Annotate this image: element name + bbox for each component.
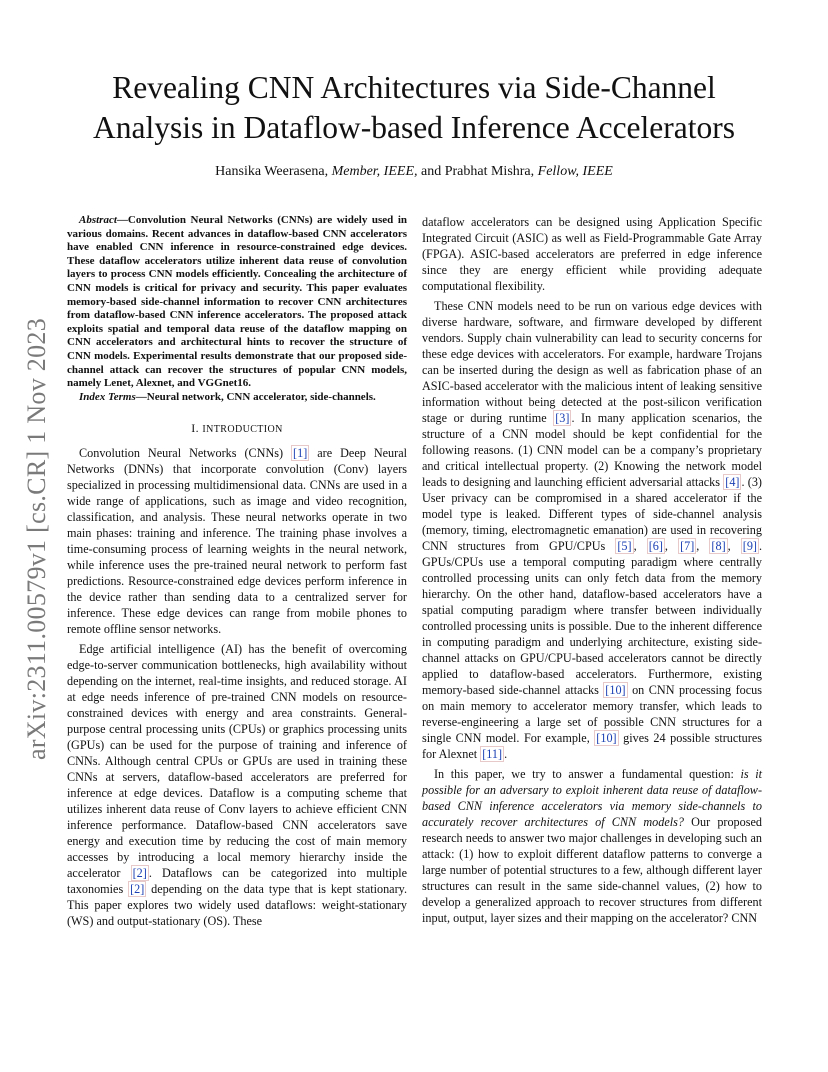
- text-run: gives 24 possible structures for Alexnet: [422, 731, 762, 761]
- citation-link[interactable]: [4]: [725, 475, 740, 489]
- author-role-2: Fellow, IEEE: [537, 164, 613, 179]
- section-heading-introduction: [67, 420, 407, 438]
- text-run: depending on the data type that is kept stationary. This paper explores two widely used dataflows: weight-stationary (WS) and output-stationary (OS). These: [67, 882, 407, 929]
- title-line-2: Analysis in Dataflow-based Inference Accelerators: [93, 110, 735, 145]
- author-line: [60, 163, 768, 181]
- citation-link[interactable]: [2]: [132, 866, 147, 881]
- text-run: Edge artificial intelligence (AI) has the benefit of overcoming edge-to-server communication bottlenecks, high availability without depending on the internet, real-time insights, and reduced storage. AI at edge needs inference of pre-trained CNN models on resource-constrained devices with energy and area constraints. General-purpose central processing units (CPUs) or graphics processing units (GPUs) can be used for the purpose of training and inference of CNNs. Although central CPUs or GPUs are used in training these CNNs at servers, dataflow-based accelerators are preferred for inference at edge devices. Dataflow is a computing scheme that utilizes inherent data reuse of Conv layers to achieve efficient CNN inference performance. Dataflow-based CNN accelerators save energy and execution time by reducing the cost of main memory accesses by introducing a local memory hierarchy inside the accelerator: [67, 642, 407, 881]
- author-role-1: Member, IEEE,: [331, 164, 418, 179]
- text-run: . (3) User privacy can be compromised in a shared accelerator if the model type is leaked. Different types of side-channel analysis (memory, timing, electromagnetic emanation) are used in recovering CNN structures from GPU/CPUs: [422, 475, 762, 553]
- index-terms-text: —Neural network, CNN accelerator, side-channels.: [135, 390, 376, 403]
- intro-paragraph-3: These CNN models need to be run on various edge devices with diverse hardware, software, and firmware developed by different vendors. Supply chain vulnerability can lead to security concerns for these edge devices with accelerators. For example, hardware Trojans can be inserted during the design as well as fabrication phase of an ASIC-based accelerator with the malicious intent of leaking sensitive information without being detected at the post-silicon verification stage or during runtime [3] . In many application scenarios, the structure of a CNN model should be kept confidential for the following reasons. (1) CNN model can be a company’s proprietary and critical intellectual property. (2) Knowing the network model leads to designing and launching efficient adversarial attacks [4] . (3) User privacy can be compromised in a shared accelerator if the model type is leaked. Different types of side-channel analysis (memory, timing, electromagnetic emanation) are used in recovering CNN structures from GPU/CPUs [5] , [6] , [7] , [8] , [9] . GPUs/CPUs use a temporal computing paradigm where centrally controlled processing units can only fetch data from the memory hierarchy. On the other hand, dataflow-based accelerators have a spatial computing paradigm where transfer between individually controlled processing units is possible. Due to the inherent difference in computing paradigm and underlying architecture, existing side-channel attacks on GPU/CPU-based accelerators cannot be directly applied to dataflow-based accelerators. Furthermore, existing memory-based side-channel attacks [10] on CNN processing focus on main memory to accelerator memory transfer, which leads to reverse-engineering a large set of possible CNN structures for a single CNN model. For example, [10] gives 24 possible structures for Alexnet [11] .: [422, 299, 763, 761]
- citation-link[interactable]: [2]: [130, 882, 145, 897]
- text-run: Convolution Neural Networks (CNNs): [79, 446, 292, 461]
- index-terms-label: Index Terms: [79, 390, 136, 403]
- intro-paragraph-1: [67, 445, 407, 637]
- left-column: [67, 214, 407, 933]
- right-column: [422, 214, 762, 930]
- paper-title: [60, 68, 768, 148]
- citation-link[interactable]: [5]: [617, 539, 632, 553]
- abstract-text: —Convolution Neural Networks (CNNs) are widely used in various domains. Recent advances in dataflow-based CNN accelerators have enabled CNN inference in resource-constrained edge devices. These dataflow accelerators utilize inherent data reuse of convolution layers to process CNN models efficiently. Concealing the architecture of CNN models is critical for privacy and security. This paper evaluates memory-based side-channel information to recover CNN architectures from dataflow-based CNN inference accelerators. The proposed attack exploits spatial and temporal data reuse of the dataflow mapping on CNN accelerators and architectural hints to recover the structure of CNN models. Experimental results demonstrate that our proposed side-channel attack can recover the structures of popular CNN models, namely Lenet, Alexnet, and VGGnet16.: [67, 214, 407, 390]
- text-run: are Deep Neural Networks (DNNs) that incorporate convolution (Conv) layers specialized in processing multidimensional data. CNNs are used in a wide range of applications, such as image and video recognition, classification, and analysis. These neural networks operate in two main phases: training and inference. The training phase involves a time-consuming process of learning weights in the neural network, while inference uses the pre-trained neural network to perform fast predictions. Resource-constrained edge devices perform inference in the device rather than sending data to a centralized server for inference. These edge devices can range from mobile phones to remote offline sensor networks.: [67, 446, 407, 637]
- author-name-2: and Prabhat Mishra,: [417, 164, 538, 179]
- section-title: INTRODUCTION: [202, 424, 283, 436]
- intro-paragraph-2: [67, 641, 407, 929]
- index-terms: [67, 391, 407, 405]
- author-name-1: Hansika Weerasena,: [215, 164, 332, 179]
- citation-link[interactable]: [8]: [711, 539, 726, 553]
- text-run: These CNN models need to be run on various edge devices with diverse hardware, software, and firmware developed by different vendors. Supply chain vulnerability can lead to security concerns for these edge devices with accelerators. For example, hardware Trojans can be inserted during the design as well as fabrication phase of an ASIC-based accelerator with the malicious intent of leaking sensitive information without being detected at the post-silicon verification stage or during runtime: [422, 299, 762, 425]
- text-run: . In many application scenarios, the structure of a CNN model should be kept confidential for the following reasons. (1) CNN model can be a company’s proprietary and critical intellectual property. (2) Knowing the network model leads to designing and launching efficient adversarial attacks: [422, 411, 762, 489]
- text-run: . Dataflows can be categorized into multiple taxonomies: [67, 866, 407, 897]
- title-line-1: Revealing CNN Architectures via Side-Channel: [112, 70, 716, 105]
- citation-link[interactable]: [11]: [482, 747, 503, 761]
- citation-link[interactable]: [3]: [555, 411, 570, 425]
- citation-link[interactable]: [9]: [742, 539, 757, 553]
- research-question: is it possible for an adversary to exploit inherent data reuse of dataflow-based CNN inference accelerators via memory side-channels to accurately recover architectures of CNN models?: [422, 767, 763, 829]
- text-run: In this paper, we try to answer a fundamental question:: [434, 767, 741, 781]
- abstract-label: Abstract: [79, 214, 117, 226]
- intro-paragraph-4: [422, 766, 762, 926]
- citation-link[interactable]: [1]: [293, 446, 308, 461]
- intro-paragraph-2-continued: dataflow accelerators can be designed using Application Specific Integrated Circuit (ASIC) as well as Field-Programmable Gate Array (FPGA). ASIC-based accelerators are preferred in edge inference since they are energy efficient while providing adequate computational flexibility.: [422, 215, 762, 293]
- citation-link[interactable]: [6]: [648, 539, 663, 553]
- arxiv-identifier: arXiv:2311.00579v1 [cs.CR] 1 Nov 2023: [22, 318, 51, 760]
- abstract: [67, 214, 407, 391]
- text-run: Our proposed research needs to answer two major challenges in developing such an attack: (1) how to exploit different dataflow patterns to converge a large number of potential structures to a few, although different layer structures can result in the same side-channel values, (2) how to develop a generalized approach to recover structures from different input, output, layer sizes and their mapping on the accelerator? CNN: [422, 815, 762, 925]
- section-numeral: I.: [191, 421, 203, 436]
- citation-link[interactable]: [7]: [680, 539, 695, 553]
- text-run: on CNN processing focus on main memory to accelerator memory transfer, which leads to reverse-engineering a large set of possible CNN structures for a single CNN model. For example,: [422, 683, 762, 745]
- text-run: .: [504, 747, 508, 761]
- text-run: . GPUs/CPUs use a temporal computing paradigm where centrally controlled processing units can only fetch data from the memory hierarchy. On the other hand, dataflow-based accelerators have a spatial computing paradigm where transfer between individually controlled processing units is possible. Due to the inherent difference in computing paradigm and underlying architecture, existing side-channel attacks on GPU/CPU-based accelerators cannot be directly applied to dataflow-based accelerators. Furthermore, existing memory-based side-channel attacks: [422, 539, 763, 697]
- citation-link[interactable]: [10]: [605, 683, 626, 697]
- citation-link[interactable]: [10]: [596, 731, 617, 745]
